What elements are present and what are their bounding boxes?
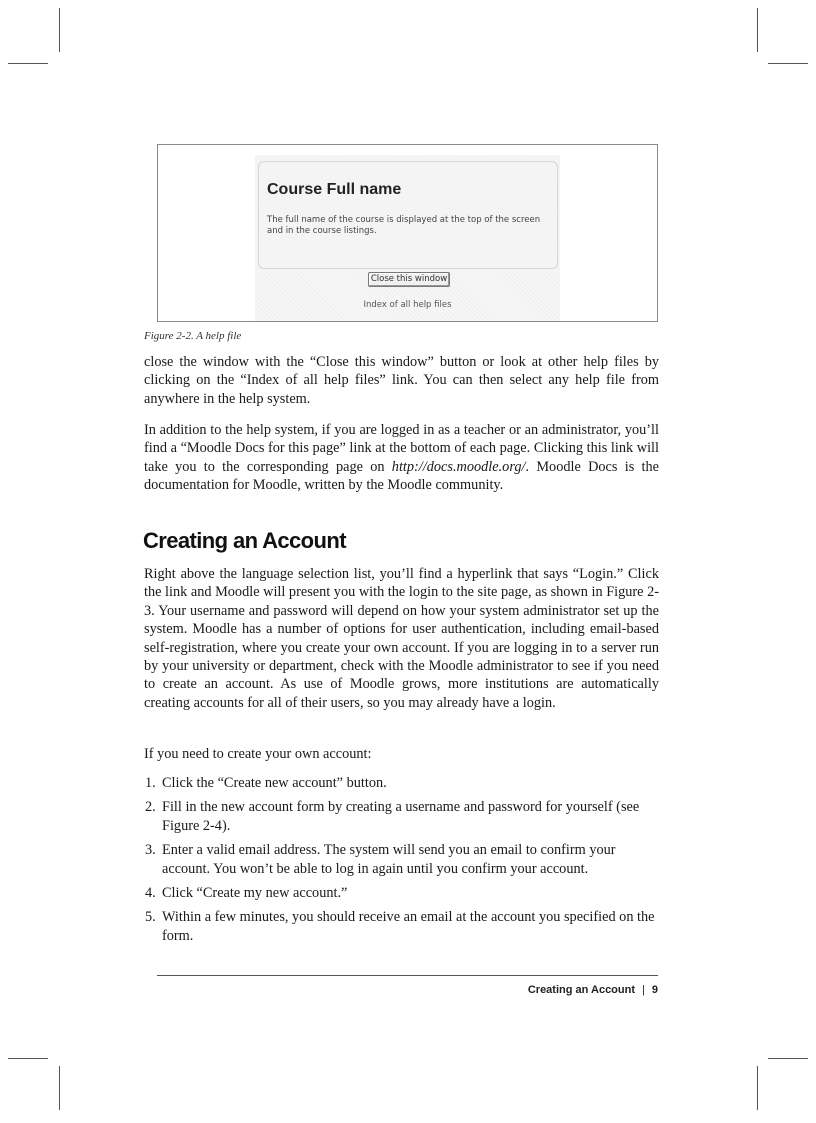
docs-link[interactable]: http://docs.moodle.org/ [391, 458, 526, 475]
help-index-link[interactable]: Index of all help files [363, 300, 452, 310]
help-content-box [258, 161, 558, 269]
step-number: 4. [145, 885, 156, 902]
paragraph: Right above the language selection list, you’ll find a hyperlink that says “Login.” Click the link and Moodle will present you with the login to the site page, as shown in Figure 2-3. Your username and password will depend on how your system administrator set up the system. Moodle has a number of options for user authentication, including email-based self-registration, where you create your own account. If you are logging in to a server run by your university or department, check with the Moodle administrator to see if you need to create an account. As use of Moodle grows, more institutions are automatically creating accounts for all of their users, so you may already have a login. [144, 566, 660, 711]
step-number: 2. [145, 799, 156, 816]
step-number: 3. [145, 842, 156, 859]
list-item [144, 841, 659, 878]
page-number: 9 [651, 984, 658, 996]
figure-caption: Figure 2-2. A help file [144, 330, 242, 342]
help-window [255, 155, 560, 321]
footer-separator: | [642, 984, 645, 996]
crop-mark [59, 8, 60, 52]
crop-mark [8, 1058, 48, 1059]
paragraph: close the window with the “Close this window” button or look at other help files by clicking on the “Index of all help files” link. You can then select any help file from anywhere in the help system. [144, 354, 659, 407]
paragraph: If you need to create your own account: [144, 746, 372, 762]
list-item [144, 798, 659, 835]
step-text: Click the “Create new account” button. [162, 775, 387, 791]
help-text: The full name of the course is displayed at the top of the screen and in the course listings. [267, 215, 541, 236]
step-number: 1. [145, 775, 156, 791]
footer-section-title: Creating an Account [527, 984, 636, 996]
footer-rule [157, 975, 658, 976]
help-file-figure [157, 144, 658, 322]
step-text: Click “Create my new account.” [162, 885, 348, 902]
step-text: Fill in the new account form by creating a username and password for yourself (see Figure 2-4). [162, 799, 640, 834]
step-number: 5. [145, 909, 156, 926]
paragraph-text: In addition to the help system, if you are logged in as a teacher or an administrator, you’ll find a “Moodle Docs for this page” link at the bottom of each page. Clicking this link will take you to the corresponding page on [144, 422, 659, 475]
list-item [144, 884, 659, 902]
crop-mark [59, 1066, 60, 1110]
crop-mark [768, 63, 808, 64]
crop-mark [757, 8, 758, 52]
account-steps-list [144, 774, 659, 951]
page-footer [528, 984, 658, 996]
paragraph [144, 421, 659, 495]
crop-mark [8, 63, 48, 64]
help-title: Course Full name [267, 181, 402, 198]
list-item [144, 908, 659, 945]
crop-mark [768, 1058, 808, 1059]
step-text: Within a few minutes, you should receive an email at the account you specified on the form. [162, 909, 655, 944]
crop-mark [757, 1066, 758, 1110]
section-heading: Creating an Account [143, 528, 346, 553]
list-item [144, 774, 659, 792]
step-text: Enter a valid email address. The system will send you an email to confirm your account. You won’t be able to log in again until you confirm your account. [162, 842, 616, 877]
close-window-button[interactable]: Close this window [368, 272, 450, 287]
paragraph-text: . Moodle Docs is the documentation for Moodle, written by the Moodle community. [144, 458, 660, 494]
